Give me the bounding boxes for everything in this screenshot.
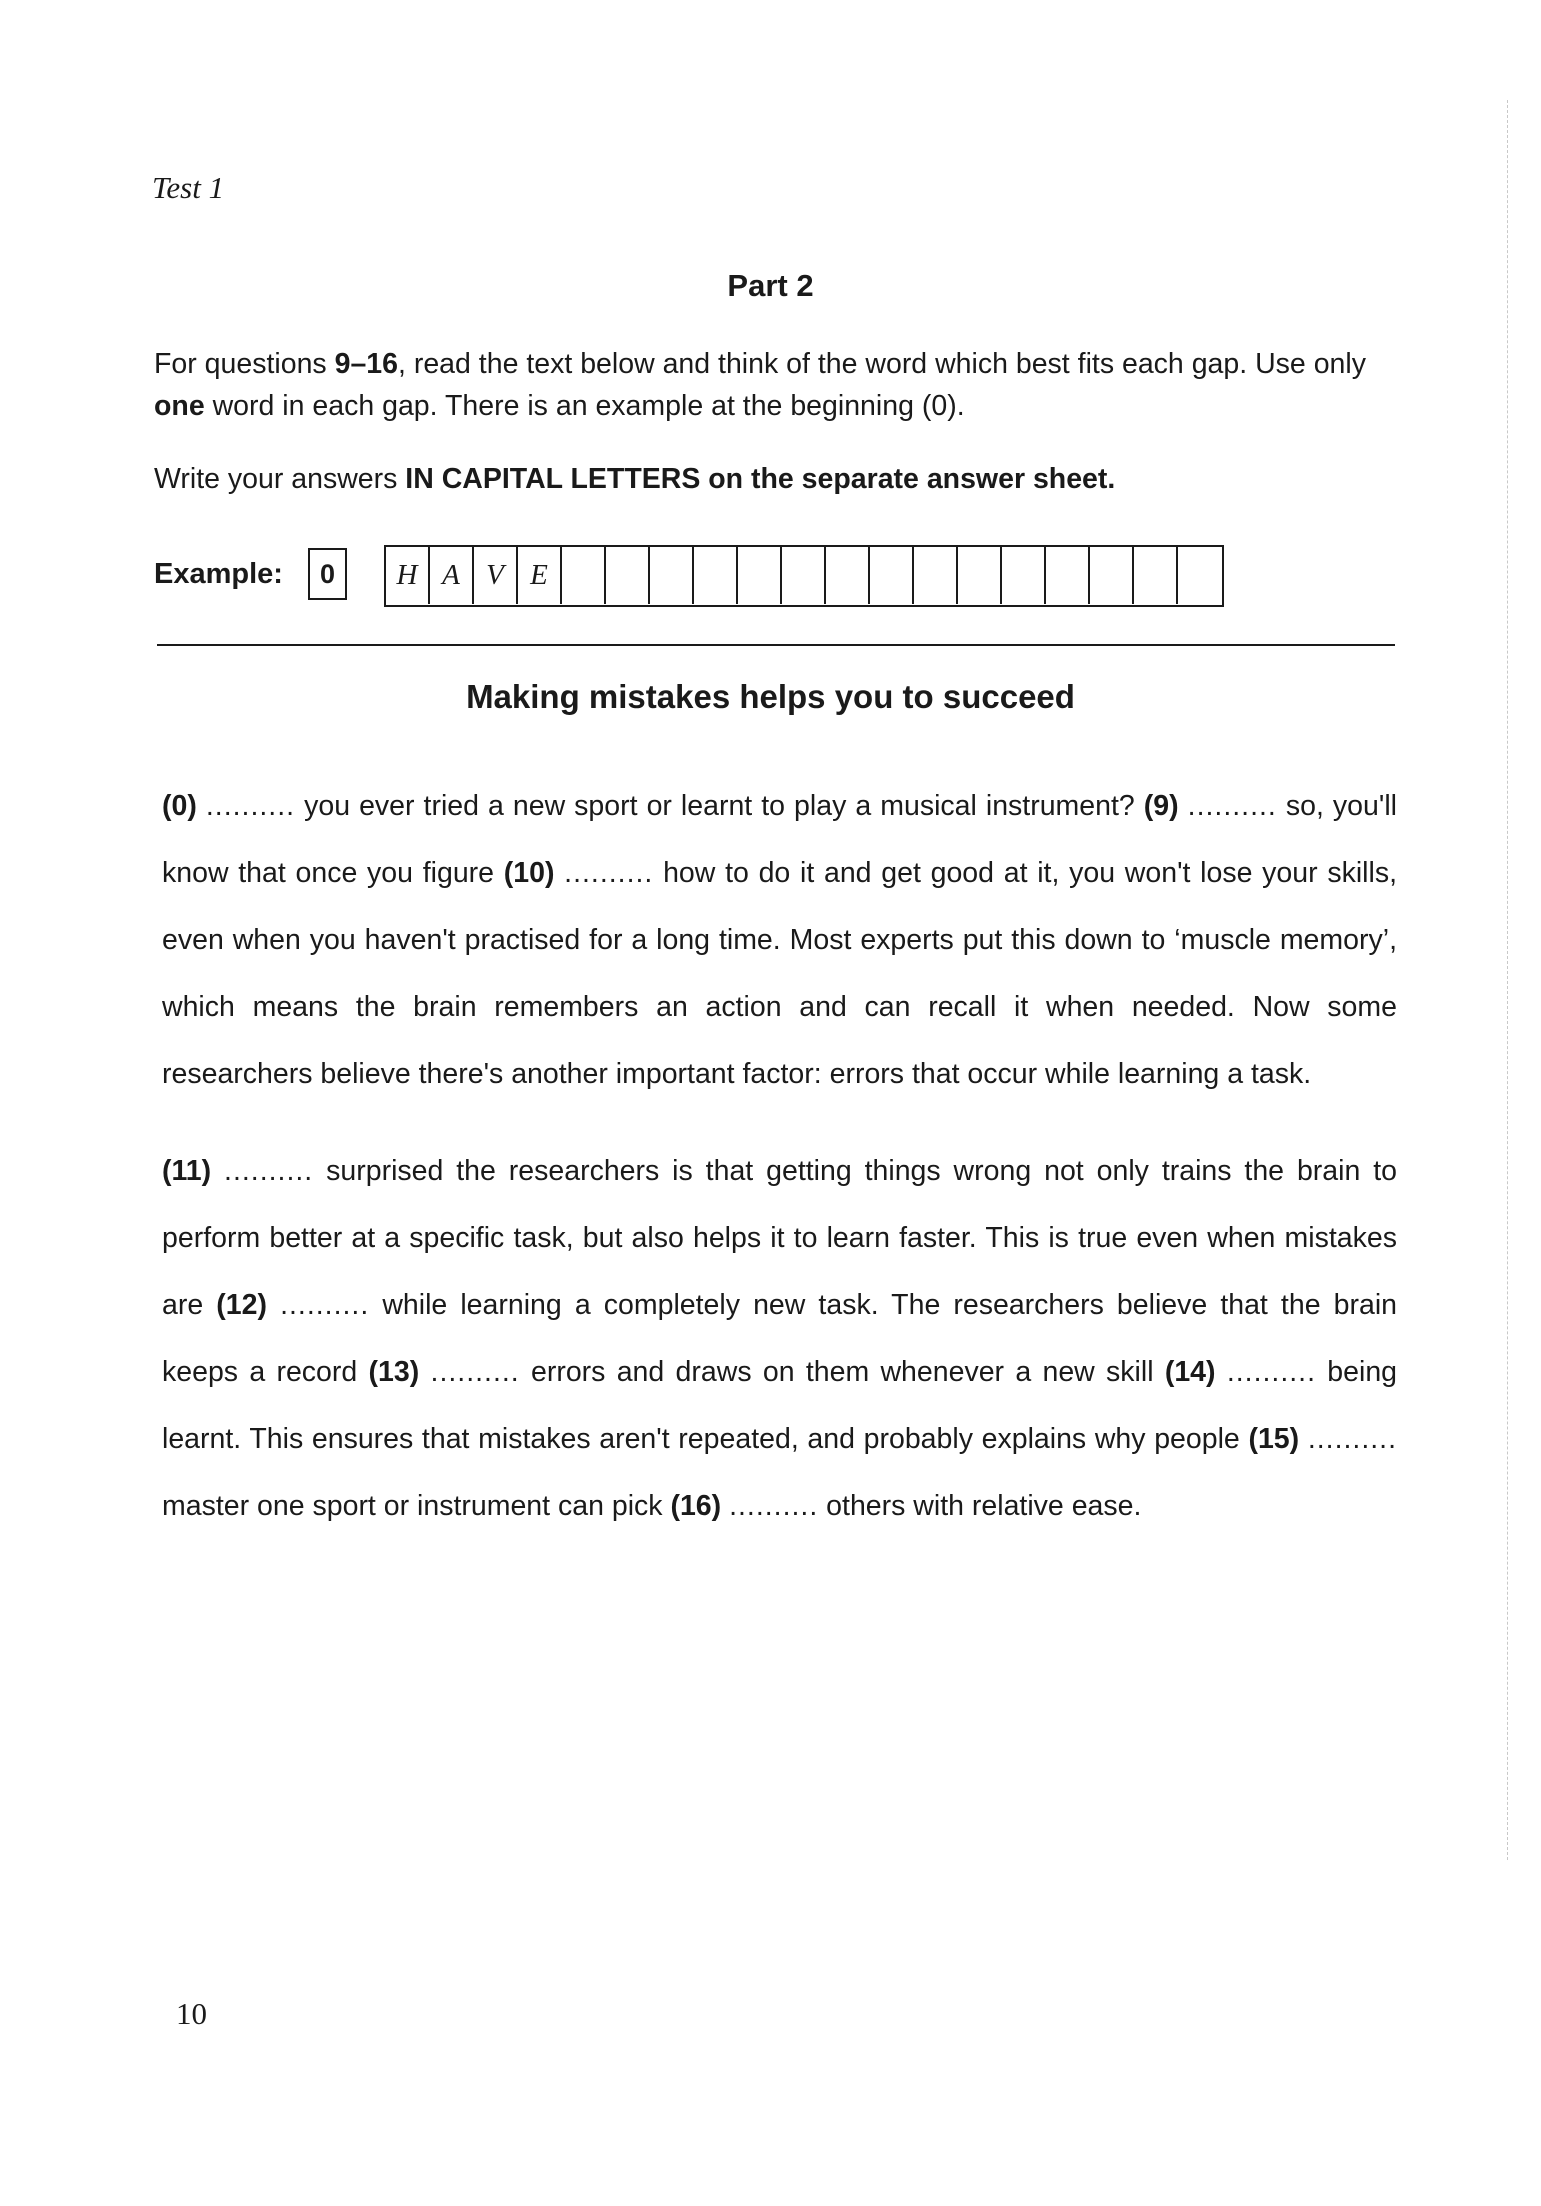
text-run: surprised the researchers is that getting things wrong not only trains the brain to perform better at a specific task, but also helps it to learn faster. This is true even when mistakes are (162, 1155, 1397, 1321)
text-run: master one sport or instrument can pick (162, 1490, 671, 1522)
page-number: 10 (176, 1996, 207, 2031)
answer-letter-box: E (518, 547, 562, 604)
answer-letter-box (1178, 547, 1222, 604)
gap-dots: .......... (430, 1356, 520, 1388)
instruction-text: word in each gap. There is an example at the beginning (0). (204, 390, 965, 422)
answer-letter-box (738, 547, 782, 604)
gap-dots: .......... (205, 790, 296, 822)
instructions-paragraph (154, 343, 1404, 427)
text-run: being learnt. This ensures that mistakes aren't repeated, and probably explains why people (162, 1356, 1398, 1455)
answer-letter-box (694, 547, 738, 604)
divider-rule (157, 644, 1395, 646)
gap-dots: .......... (1187, 790, 1277, 822)
instruction-text: Write your answers (154, 463, 406, 495)
answer-letter-box (782, 547, 826, 604)
answer-letter-box (1090, 547, 1134, 604)
gap-dots: .......... (224, 1155, 314, 1187)
answer-letter-box: V (474, 547, 518, 604)
gap-dots: .......... (1307, 1423, 1397, 1455)
gap-dots: .......... (280, 1289, 370, 1321)
text-paragraph-1 (162, 773, 1397, 1108)
text-run: you ever tried a new sport or learnt to play a musical instrument? (295, 790, 1144, 822)
example-answer-boxes (384, 545, 1224, 607)
answer-letter-box (914, 547, 958, 604)
gap-number: (15) (1248, 1423, 1300, 1455)
example-number-box: 0 (308, 548, 347, 600)
gap-number: (16) (670, 1490, 722, 1522)
gap-number: (12) (216, 1289, 267, 1321)
answer-letter-box (826, 547, 870, 604)
text-run: so, you'll know that once you figure (162, 790, 1397, 889)
answer-letter-box (1046, 547, 1090, 604)
answer-letter-box (1002, 547, 1046, 604)
gap-number: (13) (368, 1356, 420, 1388)
gap-number: (9) (1143, 790, 1179, 822)
gap-number: (0) (162, 790, 197, 822)
instruction-emphasis: one (154, 390, 205, 422)
answer-letter-box (870, 547, 914, 604)
text-run: errors and draws on them whenever a new skill (519, 1356, 1165, 1388)
gap-dots: .......... (729, 1490, 819, 1522)
answer-letter-box: H (386, 547, 430, 604)
gap-number: (11) (162, 1155, 212, 1187)
answer-letter-box (562, 547, 606, 604)
answer-letter-box (650, 547, 694, 604)
running-head: Test 1 (152, 170, 225, 205)
text-paragraph-2 (162, 1138, 1397, 1540)
instruction-emphasis: IN CAPITAL LETTERS on the separate answer sheet. (405, 463, 1116, 495)
instruction-text: For questions (154, 348, 335, 380)
text-title: Making mistakes helps you to succeed (466, 678, 1075, 715)
answer-letter-box (1134, 547, 1178, 604)
example-label: Example: (154, 558, 283, 590)
instruction-text: , read the text below and think of the word which best fits each gap. Use only (398, 348, 1366, 380)
answer-letter-box (606, 547, 650, 604)
part-title: Part 2 (727, 268, 814, 303)
text-run: how to do it and get good at it, you won't lose your skills, even when you haven't practised for a long time. Most experts put this down to ‘muscle memory’, which means the brain remembers an action and can recall it when needed. Now some researchers believe there's another important factor: errors that occur while learning a task. (162, 857, 1397, 1090)
gap-dots: .......... (564, 857, 654, 889)
text-run: others with relative ease. (818, 1490, 1142, 1522)
scan-edge-artifact (1507, 100, 1508, 1860)
answer-letter-box: A (430, 547, 474, 604)
gap-number: (10) (503, 857, 555, 889)
answer-instructions (154, 458, 1404, 500)
question-range: 9–16 (334, 348, 398, 380)
gap-number: (14) (1164, 1356, 1216, 1388)
text-run: while learning a completely new task. The researchers believe that the brain keeps a record (162, 1289, 1398, 1388)
gap-dots: .......... (1226, 1356, 1316, 1388)
answer-letter-box (958, 547, 1002, 604)
